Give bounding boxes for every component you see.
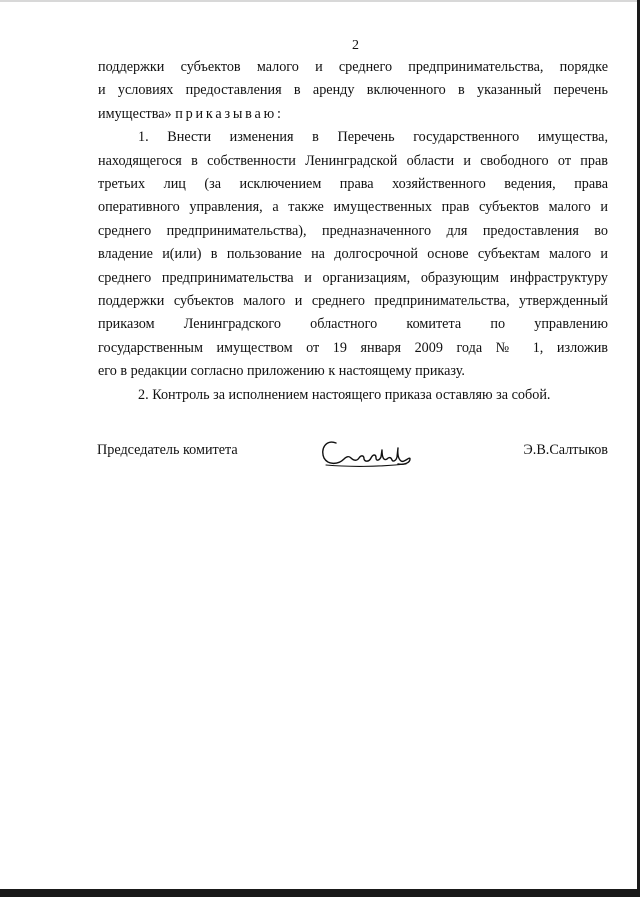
paragraph-line: и условиях предоставления в аренду включенного в указанный перечень <box>98 82 608 99</box>
page-number: 2 <box>352 38 359 53</box>
paragraph-line: оперативного управления, а также имущественных прав субъектов малого и <box>98 199 608 216</box>
paragraph-line <box>98 103 608 126</box>
paragraph-line: среднего предпринимательства и организациям, образующим инфраструктуру <box>98 269 608 286</box>
paragraph-line: его в редакции согласно приложению к настоящему приказу. <box>98 363 465 380</box>
closing-quote-word: имущества» <box>98 105 172 122</box>
paragraph-line: находящегося в собственности Ленинградской области и свободного от прав <box>98 152 608 169</box>
scan-edge-bottom <box>0 889 640 897</box>
paragraph-line: владение и(или) в пользование на долгосрочной основе субъектам малого и <box>98 246 608 263</box>
paragraph-item-2: 2. Контроль за исполнением настоящего приказа оставляю за собой. <box>138 386 551 403</box>
paragraph-item-1: 1. Внести изменения в Перечень государственного имущества, <box>138 129 608 146</box>
paragraph-line: приказом Ленинградского областного комитета по управлению <box>98 316 608 333</box>
paragraph-line: государственным имуществом от 19 января 2009 года № 1, изложив <box>98 339 608 356</box>
signatory-name: Э.В.Салтыков <box>523 442 608 458</box>
signatory-title: Председатель комитета <box>97 442 238 458</box>
document-body <box>98 56 608 407</box>
paragraph-line: среднего предпринимательства), предназначенного для предоставления во <box>98 222 608 239</box>
scan-edge-top <box>0 0 640 2</box>
handwritten-signature <box>318 433 418 473</box>
order-keyword: приказываю: <box>175 105 284 122</box>
paragraph-line: поддержки субъектов малого и среднего предпринимательства, утвержденный <box>98 293 608 310</box>
paragraph-line: третьих лиц (за исключением права хозяйственного ведения, права <box>98 176 608 193</box>
paragraph-line: поддержки субъектов малого и среднего предпринимательства, порядке <box>98 59 608 75</box>
